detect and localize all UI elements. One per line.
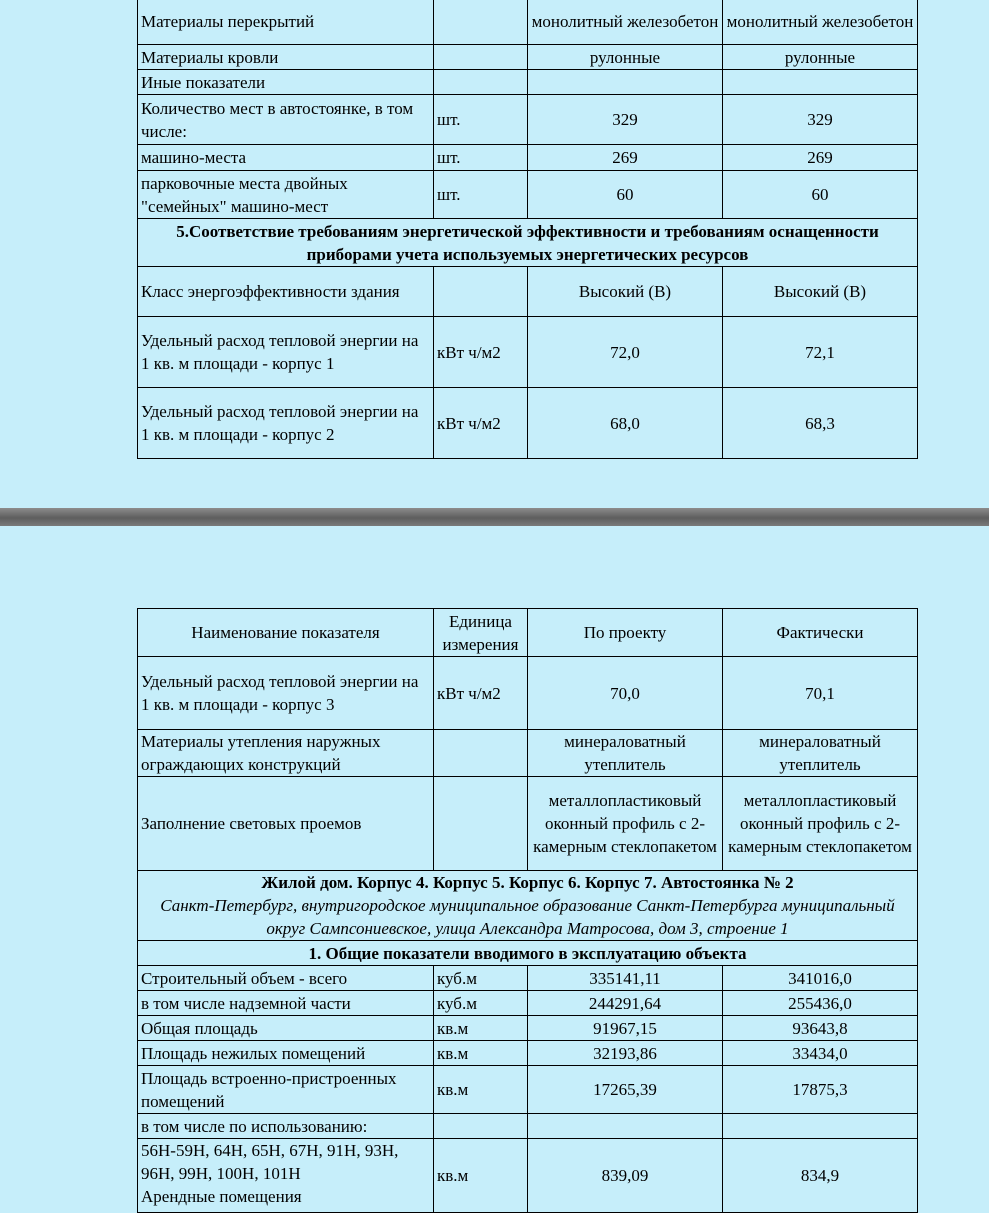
row-name: Общая площадь [138,1016,434,1041]
section-heading-row [138,219,918,267]
table-row [138,991,918,1016]
row-project [528,70,723,95]
row-actual: 341016,0 [723,966,918,991]
table-row [138,1066,918,1114]
row-unit [434,1114,528,1139]
row-name: Удельный расход тепловой энергии на 1 кв. м площади - корпус 1 [138,317,434,388]
row-project: 269 [528,145,723,171]
row-project [528,1114,723,1139]
row-actual: минераловатный утеплитель [723,730,918,777]
row-name: Количество мест в автостоянке, в том числе: [138,95,434,145]
row-unit [434,45,528,70]
row-unit: кВт ч/м2 [434,657,528,730]
row-project: 72,0 [528,317,723,388]
table-row [138,317,918,388]
header-name: Наименование показателя [138,609,434,657]
row-project: 60 [528,171,723,219]
row-project: 32193,86 [528,1041,723,1066]
row-project: 335141,11 [528,966,723,991]
row-unit: кв.м [434,1139,528,1213]
indicators-table-page-2 [137,608,918,1213]
table-header-row [138,609,918,657]
document-page-2 [0,526,989,1206]
row-project: 68,0 [528,388,723,459]
row-actual: 68,3 [723,388,918,459]
row-actual: 33434,0 [723,1041,918,1066]
table-row [138,730,918,777]
row-actual: 70,1 [723,657,918,730]
section-1-heading: 1. Общие показатели вводимого в эксплуатацию объекта [138,941,918,966]
table-row [138,70,918,95]
table-row [138,45,918,70]
row-unit: куб.м [434,966,528,991]
table-row [138,145,918,171]
building-title: Жилой дом. Корпус 4. Корпус 5. Корпус 6. Корпус 7. Автостоянка № 2 [261,873,794,892]
row-actual: монолитный железобетон [723,0,918,45]
row-name-text: 56Н-59Н, 64Н, 65Н, 67Н, 91Н, 93Н, 96Н, 99Н, 100Н, 101Н [141,1141,399,1183]
row-unit [434,70,528,95]
row-name: Материалы кровли [138,45,434,70]
row-name [138,1139,434,1213]
row-unit [434,777,528,871]
row-actual: рулонные [723,45,918,70]
row-unit [434,267,528,317]
row-name: Класс энергоэффективности здания [138,267,434,317]
row-unit: шт. [434,145,528,171]
row-project: 839,09 [528,1139,723,1213]
row-project: монолитный железобетон [528,0,723,45]
indicators-table-page-1 [137,0,918,459]
row-actual: 329 [723,95,918,145]
table-row [138,966,918,991]
table-row [138,657,918,730]
table-row [138,1041,918,1066]
row-project: 244291,64 [528,991,723,1016]
row-project: 17265,39 [528,1066,723,1114]
row-name: Строительный объем - всего [138,966,434,991]
row-project: рулонные [528,45,723,70]
row-name: Заполнение световых проемов [138,777,434,871]
page-divider [0,508,989,526]
building-address: Санкт-Петербург, внутригородское муниципальное образование Санкт-Петербурга муниципальный округ Сампсониевское, улица Александра Матросова, дом 3, строение 1 [160,896,895,938]
table-row [138,0,918,45]
row-actual: 269 [723,145,918,171]
table-row [138,777,918,871]
row-actual: 72,1 [723,317,918,388]
table-row [138,388,918,459]
row-unit: кВт ч/м2 [434,388,528,459]
document-page-1 [0,0,989,508]
table-row [138,267,918,317]
row-name: Материалы утепления наружных ограждающих конструкций [138,730,434,777]
row-name: Удельный расход тепловой энергии на 1 кв. м площади - корпус 2 [138,388,434,459]
cut-off-label: Арендные помещения [141,1187,302,1206]
row-actual: 60 [723,171,918,219]
header-actual: Фактически [723,609,918,657]
row-actual [723,70,918,95]
row-project: металлопластиковый оконный профиль с 2-камерным стеклопакетом [528,777,723,871]
table-row [138,95,918,145]
section-heading-row [138,941,918,966]
row-unit: кв.м [434,1066,528,1114]
row-project: 70,0 [528,657,723,730]
row-name: парковочные места двойных "семейных" машино-мест [138,171,434,219]
row-actual: металлопластиковый оконный профиль с 2-камерным стеклопакетом [723,777,918,871]
row-actual: 255436,0 [723,991,918,1016]
row-actual: Высокий (B) [723,267,918,317]
row-project: 329 [528,95,723,145]
row-unit: шт. [434,95,528,145]
row-name: машино-места [138,145,434,171]
row-unit: кв.м [434,1041,528,1066]
row-unit: кВт ч/м2 [434,317,528,388]
row-name: Материалы перекрытий [138,0,434,45]
row-actual: 17875,3 [723,1066,918,1114]
row-unit [434,730,528,777]
table-row [138,1139,918,1213]
row-project: минераловатный утеплитель [528,730,723,777]
table-row [138,1114,918,1139]
header-unit: Единица измерения [434,609,528,657]
row-unit [434,0,528,45]
row-unit: кв.м [434,1016,528,1041]
row-unit: шт. [434,171,528,219]
row-actual [723,1114,918,1139]
building-heading-row [138,871,918,941]
table-row [138,171,918,219]
row-actual: 834,9 [723,1139,918,1213]
header-project: По проекту [528,609,723,657]
row-name: Площадь встроенно-пристроенных помещений [138,1066,434,1114]
row-unit: куб.м [434,991,528,1016]
row-name: Удельный расход тепловой энергии на 1 кв. м площади - корпус 3 [138,657,434,730]
section-5-heading: 5.Соответствие требованиям энергетической эффективности и требованиям оснащенности приборами учета используемых энергетических ресурсов [138,219,918,267]
row-name: в том числе по использованию: [138,1114,434,1139]
building-heading [138,871,918,941]
table-row [138,1016,918,1041]
row-actual: 93643,8 [723,1016,918,1041]
row-name: в том числе надземной части [138,991,434,1016]
row-name: Площадь нежилых помещений [138,1041,434,1066]
row-project: Высокий (B) [528,267,723,317]
row-project: 91967,15 [528,1016,723,1041]
row-name: Иные показатели [138,70,434,95]
